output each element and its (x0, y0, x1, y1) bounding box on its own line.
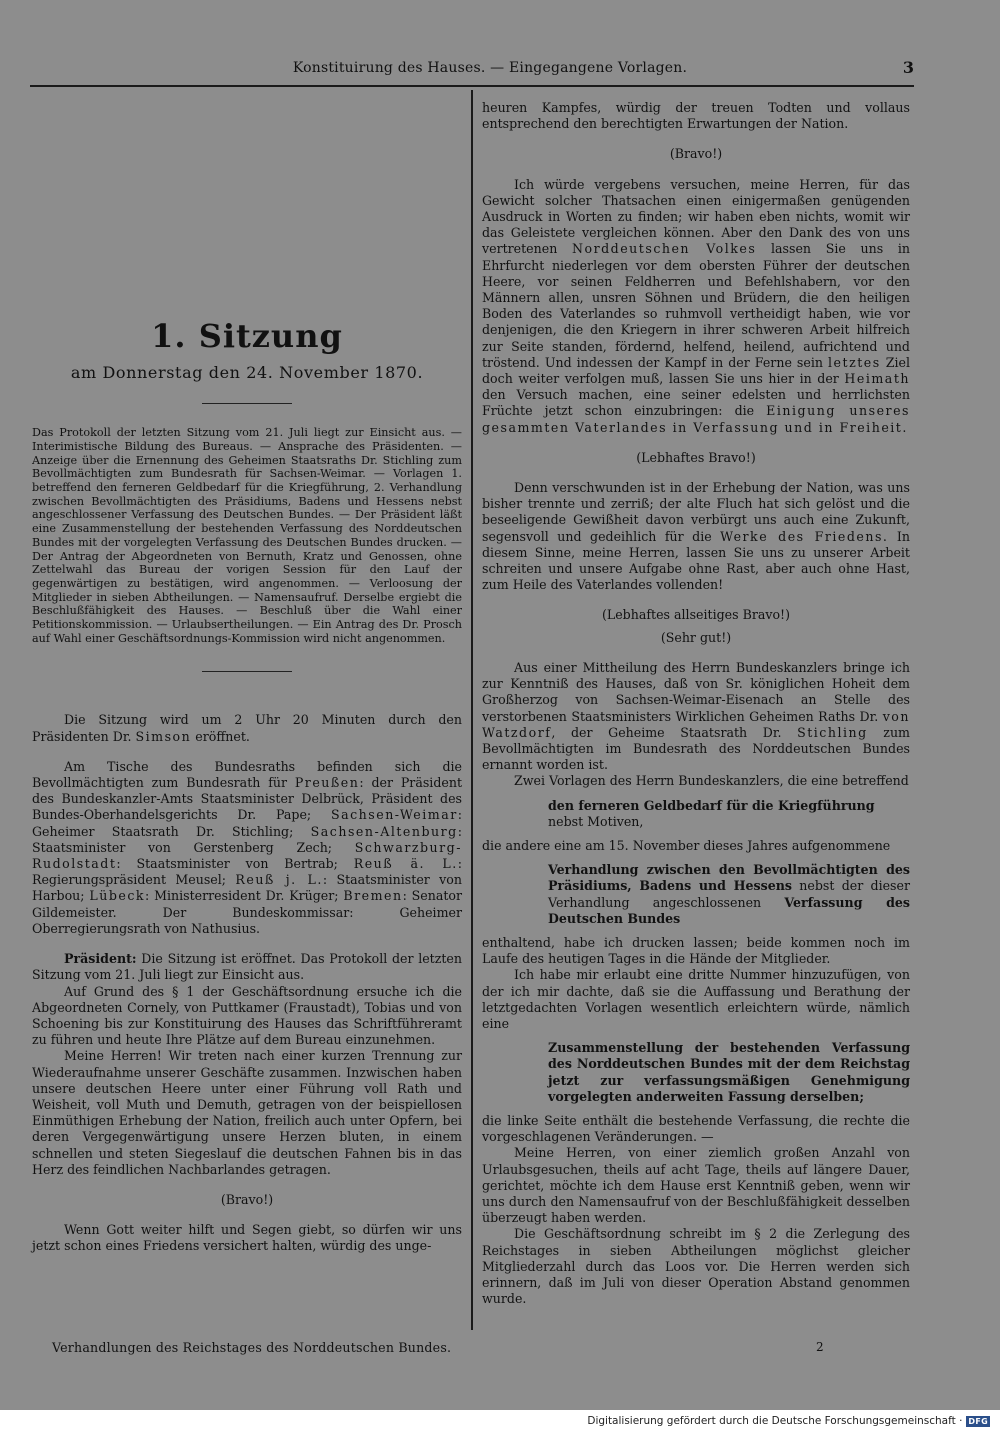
text: Aus einer Mittheilung des Herrn Bundeskanzlers bringe ich zur Kenntniß des Hauses, daß von Sr. königlichen Hoheit dem Großherzog von Sachsen-Weimar-Eisenach an Stelle des verstorbenen Staatsministers Wirklichen Geheimen Raths Dr. (482, 659, 910, 724)
applause-note: (Bravo!) (220, 1191, 274, 1207)
column-divider (471, 90, 473, 1330)
state-name: Lübeck (89, 888, 146, 904)
text: : Ministerresident Dr. Krüger; (145, 888, 344, 904)
emphasis: Werke des Friedens. (720, 528, 889, 544)
sides-paragraph: die linke Seite enthält die bestehende Verfassung, die rechte die vorgeschlagenen Veränderungen. — (482, 1112, 910, 1145)
speech-text: Die Sitzung ist eröffnet. Das Protokoll der letzten Sitzung vom 21. Juli liegt zur Einsicht aus. (32, 951, 462, 983)
printed-paragraph: enthaltend, habe ich drucken lassen; beide kommen noch im Laufe des heutigen Tages in die Hände der Mitglieder. (482, 934, 910, 967)
text: : Geheimer Staatsrath Dr. Stichling; (32, 807, 462, 839)
third-bill-intro: Ich habe mir erlaubt eine dritte Nummer hinzuzufügen, von der ich mir dachte, daß sie die Auffassung und Berathung der letztgedachten Vorlagen wesentlich erleichtern würde, nämlich eine (482, 967, 910, 1031)
state-name: Reuß j. L. (235, 872, 323, 888)
applause-note: (Lebhaftes Bravo!) (636, 449, 756, 465)
leave-paragraph: Meine Herren, von einer ziemlich großen Anzahl von Urlaubsgesuchen, theils auf acht Tage, theils auf längere Dauer, gerichtet, möchte ich dem Hause erst Kenntniß geben, wenn wir uns durch den Namensaufruf von der Beschlußfähigkeit desselben überzeugt haben werden. (482, 1145, 910, 1226)
session-heading (32, 317, 462, 381)
header-title: Konstituirung des Hauses. — Eingegangene Vorlagen. (292, 60, 688, 76)
bundesrath-paragraph (32, 759, 462, 937)
state-name: Sachsen-Weimar (330, 807, 458, 823)
bill-title: den ferneren Geldbedarf für die Kriegführung (548, 797, 875, 813)
bills-intro: Zwei Vorlagen des Herrn Bundeskanzlers, die eine betreffend (514, 773, 909, 789)
bill-title-part: Verhandlung zwischen den Bevollmächtigten des Präsidiums, Badens und Hessens (548, 862, 910, 894)
text: lassen Sie uns in Ehrfurcht niederlegen vor dem obersten Führer der deutschen Heere, vor seinen Feldherren und Befehlshabern, vor den Männern allen, unsren Söhnen und Brüdern, die den heiligen Boden des Vaterlandes so ruhmvoll vertheidigt haben, wie vor denjenigen, die den Kriegern in ihrer schweren Arbeit hilfreich zur Seite standen, fördernd, helfend, heilend, aufrichtend und tröstend. Und indessen der Kampf in der Ferne sein (482, 241, 910, 370)
chancellor-paragraph (482, 660, 910, 773)
text: , der Geheime Staatsrath Dr. (551, 724, 798, 740)
page-number: 3 (902, 58, 914, 77)
rules-paragraph: Die Geschäftsordnung schreibt im § 2 die Zerlegung des Reichstages in sieben Abtheilungen möglichst gleicher Mitgliederzahl durch das Loos vor. Die Herren werden sich erinnern, daß im Juli von dieser Operation Abstand genommen wurde. (482, 1226, 910, 1307)
text: zum Bevollmächtigten im Bundesrath des Norddeutschen Bundes ernannt worden ist. (482, 724, 910, 773)
text: : Staatsminister von Gerstenberg Zech; (32, 823, 462, 855)
thanks-paragraph (482, 177, 910, 436)
emphasis: Einigung unseres gesammten Vaterlandes in Verfassung und in Freiheit. (482, 403, 910, 435)
text: Ich würde vergebens versuchen, meine Herren, für das Gewicht solcher Thatsachen einen einigermaßen genügenden Ausdruck in Worten zu finden; wir haben eben nichts, womit wir das Geleistete vergleichen können. Aber den Dank des von uns vertretenen (482, 176, 910, 257)
state-name: Schwarzburg-Rudolstadt (32, 839, 462, 872)
state-name: Bremen (343, 888, 403, 904)
opening-text-end: eröffnet. (191, 728, 250, 744)
session-title: 1. Sitzung (151, 317, 343, 355)
divider-rule (202, 671, 292, 672)
text: : Staatsminister von Harbou; (32, 872, 462, 904)
opening-text: Die Sitzung wird um 2 Uhr 20 Minuten durch den Präsidenten Dr. (32, 712, 462, 744)
sheet-signature: 2 (816, 1340, 824, 1354)
text: den Versuch machen, eine seiner edelsten und herrlichsten Früchte jetzt schon einzubringen: die (482, 387, 910, 419)
emphasis: letztes (828, 354, 881, 370)
state-name: Reuß ä. L. (353, 856, 458, 872)
state-name: Preußen (294, 775, 360, 791)
text: : Staatsminister von Bertrab; (116, 856, 354, 872)
emphasis: Heimath (844, 371, 910, 387)
left-column (32, 95, 462, 1255)
publication-footer: Verhandlungen des Reichstages des Norddeutschen Bundes. (52, 1340, 452, 1355)
president-name: Simson (135, 728, 192, 744)
bill-2 (548, 862, 910, 927)
bill-title-part: Verfassung des Deutschen Bundes (548, 894, 910, 926)
continued-paragraph: heuren Kampfes, würdig der treuen Todten und vollaus entsprechend den berechtigten Erwartungen der Nation. (482, 100, 910, 132)
speaker-label: Präsident: (64, 951, 137, 967)
text: nebst der dieser Verhandlung angeschlossenen (548, 878, 910, 910)
secretaries-paragraph: Auf Grund des § 1 der Geschäftsordnung ersuche ich die Abgeordneten Cornely, von Puttkamer (Fraustadt), Tobias und von Schoening bis zur Konstituirung des Hauses das Schriftführeramt zu führen und heute Ihre Plätze auf dem Bureau einzunehmen. (32, 983, 462, 1048)
funding-text: Digitalisierung gefördert durch die Deutsche Forschungsgemeinschaft · (587, 1415, 963, 1427)
emphasis: Norddeutschen Volkes (571, 241, 757, 257)
header-rule (30, 85, 914, 87)
funding-note (587, 1415, 990, 1427)
text: : Regierungspräsident Meusel; (32, 856, 462, 888)
applause-note: (Lebhaftes allseitiges Bravo!) (601, 607, 791, 623)
peace-paragraph: Wenn Gott weiter hilft und Segen giebt, so dürfen wir uns jetzt schon eines Friedens versichert halten, würdig des unge- (32, 1222, 462, 1254)
divider-rule (202, 403, 292, 404)
text: Denn verschwunden ist in der Erhebung der Nation, was uns bisher trennte und zerriß; der alte Fluch hat sich gelöst und die beseeligende Gewißheit davon verbürgt uns auch eine Zukunft, segensvoll und gedeihlich für die (482, 480, 910, 544)
person-name: Stichling (797, 724, 868, 740)
opening-paragraph (32, 712, 462, 744)
state-name: Sachsen-Altenburg (310, 823, 458, 839)
president-paragraph (32, 951, 462, 983)
text: : Senator Gildemeister. Der Bundeskommissar: Geheimer Oberregierungsrath von Nathusius. (32, 888, 463, 936)
session-date: am Donnerstag den 24. November 1870. (70, 363, 424, 382)
text: Ziel doch weiter verfolgen muß, lassen Sie uns hier in der (482, 354, 910, 387)
session-summary: Das Protokoll der letzten Sitzung vom 21. Juli liegt zur Einsicht aus. — Interimistische Bildung des Bureaus. — Ansprache des Präsidenten. — Anzeige über die Ernennung des Geheimen Staatsraths Dr. Stichling zum Bevollmächtigten zum Bundesrath für Sachsen-Weimar. — Vorlagen 1. betreffend den ferneren Geldbedarf für die Kriegführung, 2. Verhandlung zwischen Bevollmächtigten des Präsidiums, Badens und Hessens nebst angeschlossener Verfassung des Deutschen Bundes. — Der Präsident läßt eine Zusammenstellung der bestehenden Verfassung des Norddeutschen Bundes mit der vorgelegten Verfassung des Deutschen Bundes drucken. — Der Antrag der Abgeordneten von Bernuth, Kratz und Genossen, ohne Zettelwahl das Bureau der vorigen Session für den Lauf der gegenwärtigen zu bestätigen, wird angenommen. — Verloosung der Mitglieder in sieben Abtheilungen. — Namensaufruf. Derselbe ergiebt die Beschlußfähigkeit des Hauses. — Beschluß über die Wahl einer Petitionskommission. — Urlaubsertheilungen. — Ein Antrag des Dr. Prosch auf Wahl einer Geschäftsordnungs-Kommission wird nicht angenommen. (32, 426, 462, 645)
speech-paragraph: Meine Herren! Wir treten nach einer kurzen Trennung zur Wiederaufnahme unserer Geschäfte zusammen. Inzwischen haben unsere deutschen Heere unter einer Führung voll Rath und Weisheit, voll Muth und Demuth, getragen von der beispiellosen Einmüthigen Erhebung der Nation, freilich auch unter Opfern, bei deren Vergegenwärtigung unsere Herzen bluten, in einem schnellen und steten Siegeslauf die deutschen Fahnen bis in das Herz des feindlichen Nachbarlandes getragen. (32, 1048, 462, 1177)
right-column (482, 100, 910, 1307)
bill-3 (548, 1040, 910, 1105)
bills-second-intro: die andere eine am 15. November dieses Jahres aufgenommene (482, 837, 891, 853)
running-header (30, 58, 914, 82)
bill-title (548, 862, 910, 927)
unity-paragraph (482, 480, 910, 593)
bill-note: nebst Motiven, (548, 813, 644, 829)
text: Am Tische des Bundesraths befinden sich die Bevollmächtigten zum Bundesrath für (32, 758, 462, 791)
dfg-logo: DFG (968, 1416, 988, 1426)
text: : der Präsident des Bundeskanzler-Amts Staatsminister Delbrück, Präsident des Bundes-Oberhandelsgerichts Dr. Pape; (32, 775, 463, 823)
person-name: von Watzdorf (482, 708, 910, 740)
bill-title: Zusammenstellung der bestehenden Verfassung des Norddeutschen Bundes mit der dem Reichstag jetzt zur verfassungsmäßigen Genehmigung vorgelegten anderweiten Fassung derselben; (548, 1040, 910, 1104)
text: In diesem Sinne, meine Herren, lassen Sie uns zu unserer Arbeit schreiten und unsere Aufgabe ohne Rast, aber auch ohne Hast, zum Heile des Vaterlandes vollenden! (482, 528, 910, 593)
applause-note: (Bravo!) (669, 146, 723, 162)
applause-note: (Sehr gut!) (660, 629, 732, 645)
bill-1 (548, 798, 910, 830)
